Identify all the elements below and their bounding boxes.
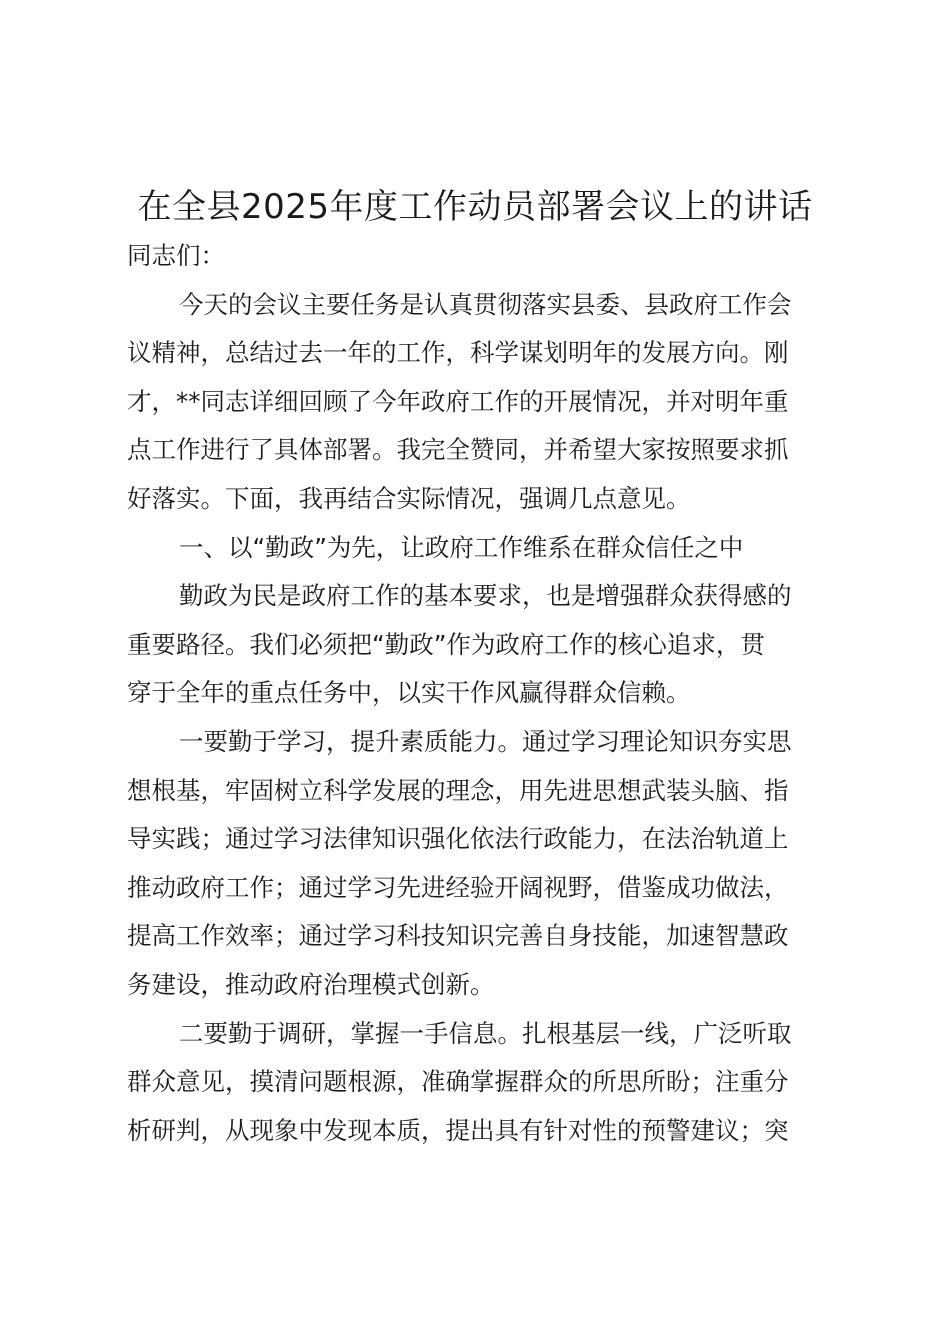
body-text-line: 穿于全年的重点任务中，以实干作风赢得群众信赖。 xyxy=(127,678,691,708)
body-text-line: 二要勤于调研，掌握一手信息。扎根基层一线，广泛听取 xyxy=(179,1018,792,1048)
body-text-line: 导实践；通过学习法律知识强化依法行政能力，在法治轨道上 xyxy=(127,824,789,854)
body-text-line: 一要勤于学习，提升素质能力。通过学习理论知识夯实思 xyxy=(179,726,792,756)
body-text-line: 群众意见，摸清问题根源，准确掌握群众的所思所盼；注重分 xyxy=(127,1067,789,1097)
salutation-line: 同志们： xyxy=(127,241,225,270)
body-text-line: 想根基，牢固树立科学发展的理念，用先进思想武装头脑、指 xyxy=(127,775,789,805)
body-text-line: 一、以“勤政”为先，让政府工作维系在群众信任之中 xyxy=(179,532,744,562)
body-text-line: 今天的会议主要任务是认真贯彻落实县委、县政府工作会 xyxy=(179,289,792,319)
body-text-line: 才，**同志详细回顾了今年政府工作的开展情况，并对明年重 xyxy=(127,386,789,416)
body-text-line: 好落实。下面，我再结合实际情况，强调几点意见。 xyxy=(127,483,691,513)
body-text-line: 点工作进行了具体部署。我完全赞同，并希望大家按照要求抓 xyxy=(127,435,789,465)
document-body xyxy=(127,232,833,1155)
body-text-line: 务建设，推动政府治理模式创新。 xyxy=(127,969,495,999)
body-text-line: 析研判，从现象中发现本质，提出具有针对性的预警建议；突 xyxy=(127,1115,789,1145)
body-text-line: 重要路径。我们必须把“勤政”作为政府工作的核心追求，贯 xyxy=(127,629,765,659)
body-text-line: 提高工作效率；通过学习科技知识完善自身技能，加速智慧政 xyxy=(127,921,789,951)
body-text-line: 议精神，总结过去一年的工作，科学谋划明年的发展方向。刚 xyxy=(127,338,789,368)
body-text-line: 推动政府工作；通过学习先进经验开阔视野，借鉴成功做法， xyxy=(127,872,789,902)
document-title: 在全县2025年度工作动员部署会议上的讲话 xyxy=(137,187,813,227)
body-text-line: 勤政为民是政府工作的基本要求，也是增强群众获得感的 xyxy=(179,581,792,611)
